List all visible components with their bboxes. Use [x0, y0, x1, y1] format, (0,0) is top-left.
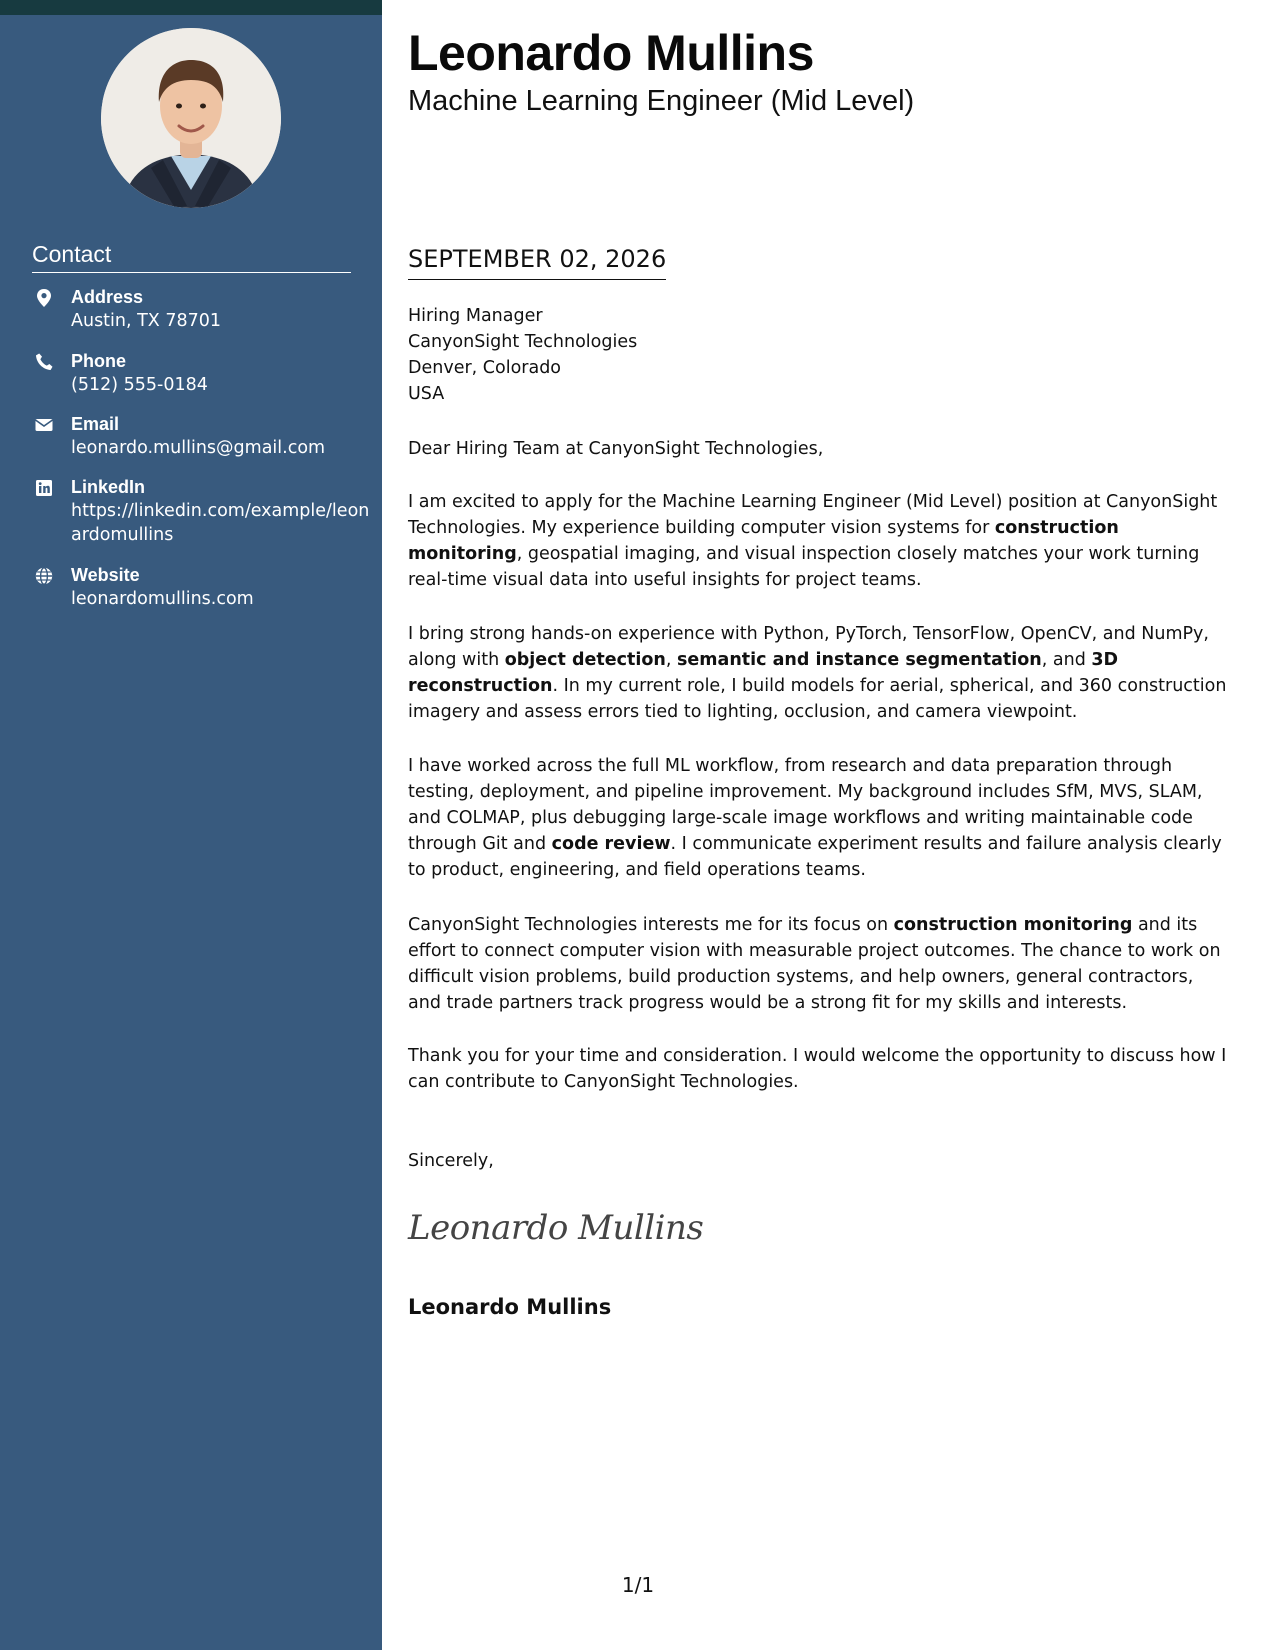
sidebar-top-bar [0, 0, 382, 15]
recipient-line: Hiring Manager [408, 306, 543, 326]
applicant-name: Leonardo Mullins [408, 25, 814, 81]
paragraph-text: I have worked across the full ML workflow, from research and data preparation through testing, deployment, and pipeline improvement. My background includes SfM, MVS, SLAM, and COLMAP, plus debugging large-scale image workflows and writing maintainable code through Git and [408, 756, 1203, 854]
linkedin-icon [34, 478, 54, 498]
contact-value[interactable]: https://linkedin.com/example/leonardomullins [71, 501, 370, 545]
emphasis-text: construction monitoring [408, 518, 1119, 564]
contact-value: (512) 555-0184 [71, 375, 208, 395]
recipient-block [408, 303, 1228, 407]
paragraph-text: , geospatial imaging, and visual inspection closely matches your work turning real-time visual data into useful insights for project teams. [408, 544, 1200, 590]
contact-value: Austin, TX 78701 [71, 311, 222, 331]
envelope-icon [34, 415, 54, 435]
letter-date: SEPTEMBER 02, 2026 [408, 243, 666, 280]
paragraph-text: and its effort to connect computer vision with measurable project outcomes. The chance to work on difficult vision problems, build production systems, and help owners, general contractors, and trade partners track progress would be a strong fit for my skills and interests. [408, 915, 1221, 1013]
body-paragraph [408, 489, 1228, 593]
contact-value: leonardo.mullins@gmail.com [71, 438, 326, 458]
avatar [101, 28, 281, 208]
closing: Sincerely, [408, 1151, 494, 1171]
paragraph-text: , and [1041, 650, 1092, 670]
profile-photo [101, 28, 281, 208]
contact-label: LinkedIn [71, 477, 146, 497]
paragraph-text: , [665, 650, 677, 670]
globe-icon [34, 566, 54, 586]
contact-label: Website [71, 565, 140, 585]
paragraph-text: I bring strong hands-on experience with Python, PyTorch, TensorFlow, OpenCV, and NumPy, along with [408, 624, 1209, 670]
body-paragraph [408, 753, 1228, 883]
paragraph-text: CanyonSight Technologies interests me for its focus on [408, 915, 894, 935]
emphasis-text: object detection [504, 650, 666, 670]
emphasis-text: 3D reconstruction [408, 650, 1119, 696]
signer-name: Leonardo Mullins [408, 1295, 612, 1319]
contact-heading: Contact [32, 241, 351, 273]
salutation: Dear Hiring Team at CanyonSight Technologies, [408, 439, 824, 459]
contact-label: Email [71, 414, 120, 434]
letter-main [408, 0, 1248, 1650]
paragraph-text: . In my current role, I build models for aerial, spherical, and 360 construction imagery and assess errors tied to lighting, occlusion, and camera viewpoint. [408, 676, 1227, 722]
recipient-line: Denver, Colorado [408, 358, 562, 378]
job-headline: Machine Learning Engineer (Mid Level) [408, 85, 915, 117]
contact-value[interactable]: leonardomullins.com [71, 589, 254, 609]
paragraph-text: . I communicate experiment results and failure analysis clearly to product, engineering, and field operations teams. [408, 834, 1222, 880]
phone-icon [34, 352, 54, 372]
signature-image: Leonardo Mullins [408, 1208, 704, 1248]
emphasis-text: semantic and instance segmentation [677, 650, 1042, 670]
sidebar [0, 0, 382, 1650]
emphasis-text: construction monitoring [893, 915, 1133, 935]
location-pin-icon [34, 288, 54, 308]
page-number: 1/1 [621, 1573, 655, 1597]
body-paragraph [408, 621, 1228, 725]
emphasis-text: code review [551, 834, 671, 854]
recipient-line: USA [408, 384, 445, 404]
paragraph-text: Thank you for your time and consideration. I would welcome the opportunity to discuss how I can contribute to CanyonSight Technologies. [408, 1046, 1227, 1092]
paragraph-text: I am excited to apply for the Machine Learning Engineer (Mid Level) position at CanyonSight Technologies. My experience building computer vision systems for [408, 492, 1218, 538]
contact-label: Phone [71, 351, 127, 371]
recipient-line: CanyonSight Technologies [408, 332, 638, 352]
contact-label: Address [71, 287, 144, 307]
body-paragraph [408, 1043, 1228, 1095]
body-paragraph [408, 912, 1228, 1016]
